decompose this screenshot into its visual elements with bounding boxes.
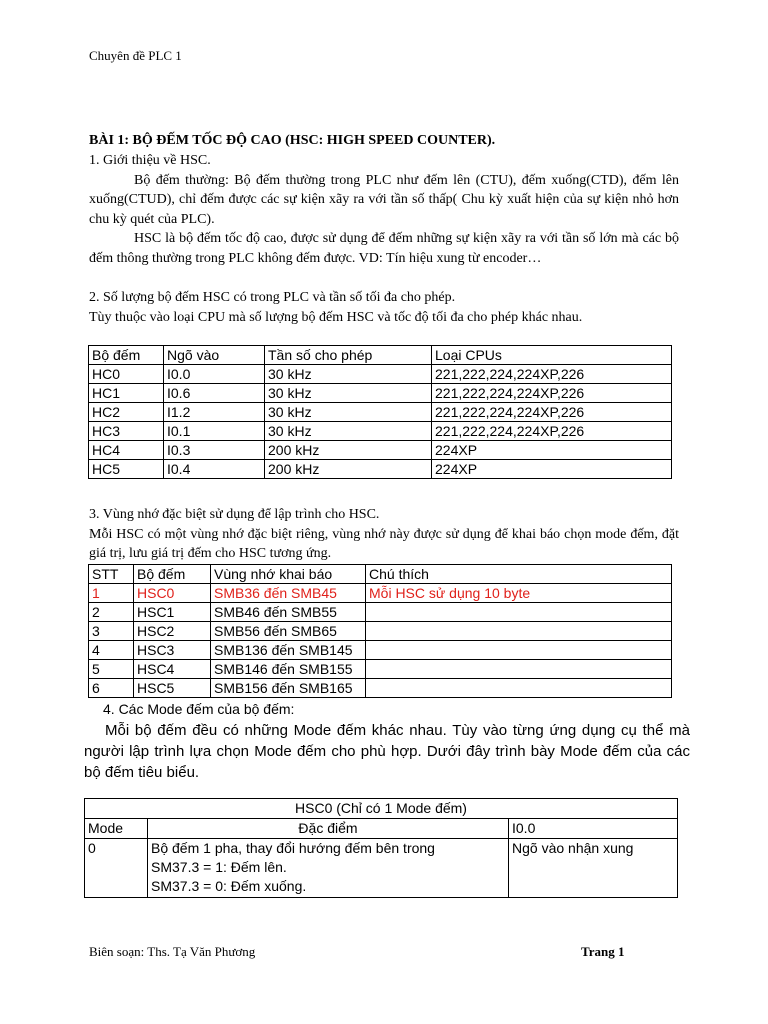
table-cell: I1.2 [164,403,265,422]
table-cell: HSC2 [134,622,211,641]
table-cell: HSC0 [134,584,211,603]
table-cell: 30 kHz [265,365,432,384]
mode-desc-line: Bộ đếm 1 pha, thay đổi hướng đếm bên trong [151,840,435,856]
table-cell: 200 kHz [265,441,432,460]
section-2-heading: 2. Số lượng bộ đếm HSC có trong PLC và tần số tối đa cho phép. [89,290,456,305]
table-cell: 30 kHz [265,384,432,403]
table-header-row [89,346,672,365]
table-cell [366,622,672,641]
table-header-cell: Ngõ vào [164,346,265,365]
table-cell: HSC5 [134,679,211,698]
table-cell [366,660,672,679]
table-cell: I0.0 [164,365,265,384]
table-row [89,584,672,603]
table-cell: 221,222,224,224XP,226 [432,384,672,403]
table-row [89,460,672,479]
table-header-cell: Bộ đếm [89,346,164,365]
table-header-cell: Vùng nhớ khai báo [211,565,366,584]
section-1-heading: 1. Giới thiệu về HSC. [89,153,211,168]
table-cell: 221,222,224,224XP,226 [432,422,672,441]
page-header: Chuyên đề PLC 1 [89,48,182,63]
mode-desc-line: SM37.3 = 1: Đếm lên. [151,859,287,875]
footer-page-number: Trang 1 [581,944,625,959]
table-cell: SMB156 đến SMB165 [211,679,366,698]
table-cell: 224XP [432,441,672,460]
table-cell: HSC4 [134,660,211,679]
table-cell: HC2 [89,403,164,422]
table-cell: SMB56 đến SMB65 [211,622,366,641]
table-title-cell: HSC0 (Chỉ có 1 Mode đếm) [85,799,678,819]
table-cell: SMB136 đến SMB145 [211,641,366,660]
table-cell: 200 kHz [265,460,432,479]
table-cell: 2 [89,603,134,622]
table-header-cell: Tần số cho phép [265,346,432,365]
footer-author: Biên soạn: Ths. Tạ Văn Phương [89,944,256,959]
table-row [89,384,672,403]
section-3-heading: 3. Vùng nhớ đặc biệt sử dụng để lập trình cho HSC. [89,507,380,522]
table-header-cell: Bộ đếm [134,565,211,584]
table-cell [366,679,672,698]
section-4-paragraph [84,720,690,783]
section-1-paragraph-2: HSC là bộ đếm tốc độ cao, được sử dụng để đếm những sự kiện xãy ra với tần số lớn mà các bộ đếm thông thường trong PLC không đếm được. VD: Tín hiệu xung từ encoder… [89,231,679,266]
mode-desc-line: SM37.3 = 0: Đếm xuống. [151,878,307,894]
table-row [85,839,678,898]
table-cell-description [148,839,509,898]
table-row [89,365,672,384]
table-header-cell: Loại CPUs [432,346,672,365]
table-cell: SMB46 đến SMB55 [211,603,366,622]
table-header-cell: STT [89,565,134,584]
table-cell: 1 [89,584,134,603]
table-cell: HC1 [89,384,164,403]
table-cell: 221,222,224,224XP,226 [432,365,672,384]
table-row [89,641,672,660]
table-cell [366,603,672,622]
table-header-cell: Mode [85,819,148,839]
table-cell: I0.4 [164,460,265,479]
section-2-paragraph: Tùy thuộc vào loại CPU mà số lượng bộ đếm HSC và tốc độ tối đa cho phép khác nhau. [89,309,583,325]
table-header-row [85,819,678,839]
table-cell: 6 [89,679,134,698]
table-cell [366,641,672,660]
table-cell: HC4 [89,441,164,460]
section-4-heading: 4. Các Mode đếm của bộ đếm: [103,701,295,717]
table-cell: SMB36 đến SMB45 [211,584,366,603]
table-row [89,660,672,679]
table-row [89,679,672,698]
table-header-cell: I0.0 [509,819,678,839]
table-row [89,403,672,422]
table-row [89,622,672,641]
table-header-cell: Đặc điểm [148,819,509,839]
table-cell: I0.3 [164,441,265,460]
section-1-paragraph-1: Bộ đếm thường: Bộ đếm thường trong PLC như đếm lên (CTU), đếm xuống(CTD), đếm lên xuống(CTUD), chỉ đếm được các sự kiện xãy ra với tần số thấp( Chu kỳ xuất hiện của sự kiện nhỏ hơn chu kỳ quét của PLC). [89,172,679,227]
section-3-paragraph: Mỗi HSC có một vùng nhớ đặc biệt riêng, vùng nhớ này được sử dụng để khai báo chọn mode đếm, đặt giá trị, lưu giá trị đếm cho HSC tương ứng. [89,526,679,561]
table-cell: 0 [85,839,148,898]
table-cell: 4 [89,641,134,660]
hsc-frequency-table [88,345,672,479]
table-cell: 224XP [432,460,672,479]
table-cell: HSC3 [134,641,211,660]
table-row [89,422,672,441]
table-cell: 30 kHz [265,422,432,441]
table-cell: HSC1 [134,603,211,622]
table-cell: 5 [89,660,134,679]
table-cell: SMB146 đến SMB155 [211,660,366,679]
table-title-row [85,799,678,819]
table-cell: 221,222,224,224XP,226 [432,403,672,422]
table-header-cell: Chú thích [366,565,672,584]
section-1 [89,151,679,268]
table-cell: HC3 [89,422,164,441]
hsc-memory-table [88,564,672,698]
section-4-text: Mỗi bộ đếm đều có những Mode đếm khác nhau. Tùy vào từng ứng dụng cụ thể mà người lập trình lựa chọn Mode đếm cho phù hợp. Dưới đây trình bày Mode đếm của các bộ đếm tiêu biểu. [84,722,690,781]
table-header-row [89,565,672,584]
lesson-title: BÀI 1: BỘ ĐẾM TỐC ĐỘ CAO (HSC: HIGH SPEED COUNTER). [89,133,496,148]
table-cell: I0.1 [164,422,265,441]
section-2 [89,288,689,327]
table-cell: HC5 [89,460,164,479]
hsc0-mode-table [84,798,678,898]
table-cell: 30 kHz [265,403,432,422]
table-cell: Ngõ vào nhận xung [509,839,678,898]
table-cell: I0.6 [164,384,265,403]
table-cell: Mỗi HSC sử dụng 10 byte [366,584,672,603]
section-3 [89,505,679,564]
table-row [89,603,672,622]
table-row [89,441,672,460]
table-cell: HC0 [89,365,164,384]
table-cell: 3 [89,622,134,641]
